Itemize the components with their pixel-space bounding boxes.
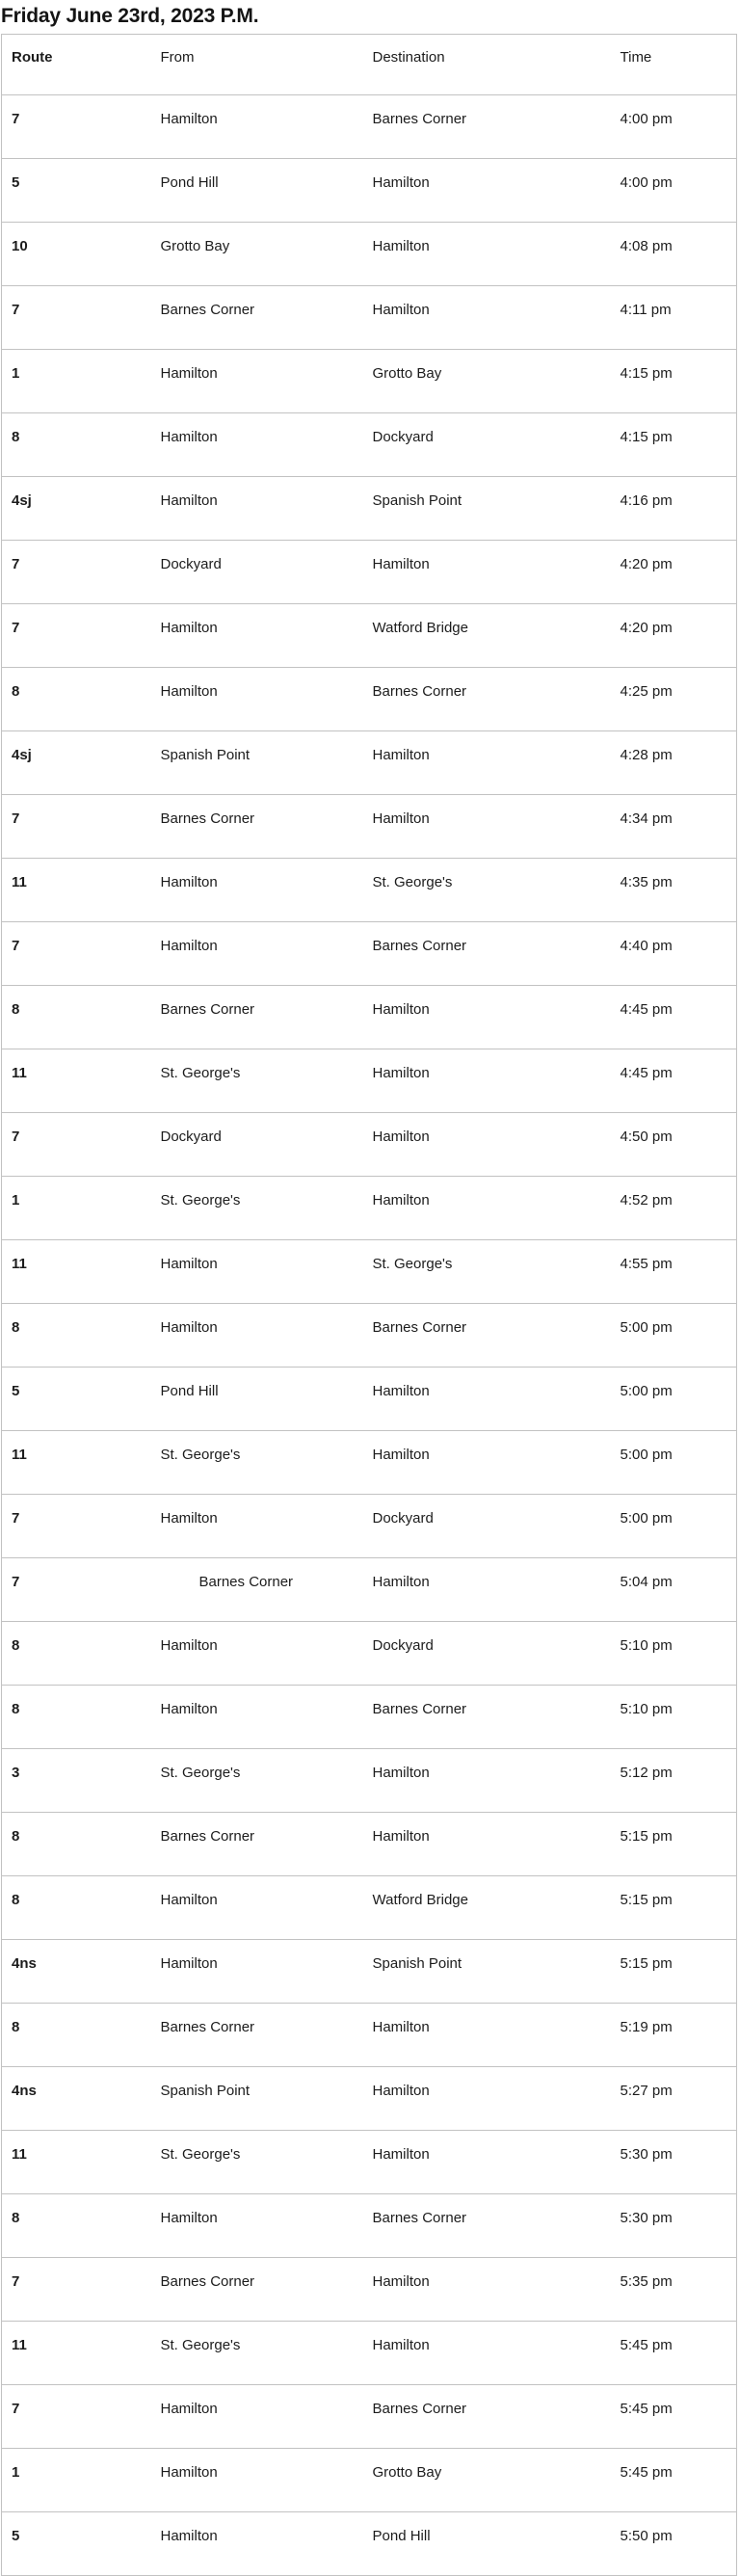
from-cell: Spanish Point xyxy=(151,2067,363,2131)
route-cell: 4sj xyxy=(2,731,151,795)
from-cell: Hamilton xyxy=(151,2385,363,2449)
time-cell: 4:08 pm xyxy=(611,223,737,286)
route-cell: 8 xyxy=(2,1876,151,1940)
destination-cell: Hamilton xyxy=(363,223,611,286)
destination-cell: Barnes Corner xyxy=(372,111,467,127)
from-cell: Barnes Corner xyxy=(151,286,363,350)
destination-cell: Spanish Point xyxy=(363,1940,611,2004)
destination-cell: Barnes Corner xyxy=(363,1686,611,1749)
route-cell: 5 xyxy=(2,2512,151,2576)
from-cell: St. George's xyxy=(151,1431,363,1495)
from-cell: St. George's xyxy=(151,1749,363,1813)
time-cell: 5:00 pm xyxy=(611,1368,737,1431)
table-row xyxy=(2,1495,737,1558)
destination-cell: Barnes Corner xyxy=(363,668,611,731)
destination-cell: Hamilton xyxy=(363,159,611,223)
route-cell: 7 xyxy=(12,111,20,127)
from-cell: Dockyard xyxy=(151,541,363,604)
destination-cell: Hamilton xyxy=(363,541,611,604)
table-row xyxy=(2,286,737,350)
time-cell: 4:35 pm xyxy=(611,859,737,922)
destination-cell: Hamilton xyxy=(363,1368,611,1431)
route-cell: 11 xyxy=(2,1049,151,1113)
route-cell: 3 xyxy=(2,1749,151,1813)
time-cell: 4:20 pm xyxy=(611,604,737,668)
from-cell: St. George's xyxy=(151,1049,363,1113)
destination-cell: Pond Hill xyxy=(363,2512,611,2576)
table-row xyxy=(2,1686,737,1749)
route-cell: 7 xyxy=(2,922,151,986)
destination-cell: Hamilton xyxy=(363,1049,611,1113)
destination-cell: Hamilton xyxy=(363,2258,611,2322)
time-cell: 4:34 pm xyxy=(611,795,737,859)
time-cell: 4:25 pm xyxy=(611,668,737,731)
destination-cell: Barnes Corner xyxy=(363,922,611,986)
table-row xyxy=(2,2385,737,2449)
route-cell: 8 xyxy=(2,1686,151,1749)
table-row xyxy=(2,2131,737,2194)
destination-cell: Grotto Bay xyxy=(363,350,611,413)
table-row xyxy=(2,1940,737,2004)
route-cell: 5 xyxy=(2,159,151,223)
table-row xyxy=(2,2194,737,2258)
route-cell: 8 xyxy=(2,1622,151,1686)
route-cell: 8 xyxy=(2,2004,151,2067)
destination-cell: Hamilton xyxy=(363,2067,611,2131)
route-cell: 7 xyxy=(2,541,151,604)
table-row xyxy=(2,1113,737,1177)
from-cell: Barnes Corner xyxy=(151,2004,363,2067)
col-header-from: From xyxy=(151,35,363,95)
table-row xyxy=(2,2512,737,2576)
from-cell: Hamilton xyxy=(151,2449,363,2512)
destination-cell: Hamilton xyxy=(363,1813,611,1876)
table-row xyxy=(2,2449,737,2512)
destination-cell: Hamilton xyxy=(363,286,611,350)
table-row xyxy=(2,1177,737,1240)
table-row xyxy=(2,413,737,477)
destination-cell: Barnes Corner xyxy=(363,2194,611,2258)
route-cell: 8 xyxy=(2,1813,151,1876)
destination-cell: Hamilton xyxy=(363,2004,611,2067)
route-cell: 7 xyxy=(2,1558,151,1622)
time-cell: 5:27 pm xyxy=(611,2067,737,2131)
route-cell: 7 xyxy=(2,2385,151,2449)
schedule-table-body xyxy=(2,95,737,2576)
time-cell: 5:45 pm xyxy=(611,2449,737,2512)
from-cell: Barnes Corner xyxy=(151,2258,363,2322)
from-cell: Hamilton xyxy=(151,604,363,668)
destination-cell: Hamilton xyxy=(363,1431,611,1495)
route-cell: 7 xyxy=(2,795,151,859)
destination-cell: Watford Bridge xyxy=(363,1876,611,1940)
table-row xyxy=(2,668,737,731)
destination-cell: Hamilton xyxy=(363,1558,611,1622)
route-cell: 11 xyxy=(2,1431,151,1495)
route-cell: 8 xyxy=(2,1304,151,1368)
route-cell: 8 xyxy=(2,668,151,731)
time-cell: 5:30 pm xyxy=(611,2131,737,2194)
route-cell: 1 xyxy=(2,2449,151,2512)
from-cell: Hamilton xyxy=(151,1940,363,2004)
from-cell: Pond Hill xyxy=(151,159,363,223)
from-cell: Hamilton xyxy=(151,413,363,477)
time-cell: 5:10 pm xyxy=(611,1622,737,1686)
time-cell: 5:19 pm xyxy=(611,2004,737,2067)
table-row xyxy=(2,1240,737,1304)
table-row xyxy=(2,859,737,922)
from-cell: St. George's xyxy=(151,2322,363,2385)
route-cell: 5 xyxy=(2,1368,151,1431)
table-row xyxy=(2,159,737,223)
from-cell: Hamilton xyxy=(151,477,363,541)
destination-cell: St. George's xyxy=(363,859,611,922)
from-cell: Hamilton xyxy=(151,859,363,922)
destination-cell: Dockyard xyxy=(363,413,611,477)
time-cell: 4:45 pm xyxy=(611,1049,737,1113)
from-cell: Spanish Point xyxy=(151,731,363,795)
header-row xyxy=(2,35,737,95)
route-cell: 11 xyxy=(2,859,151,922)
time-cell: 5:00 pm xyxy=(611,1495,737,1558)
from-cell: Hamilton xyxy=(151,1876,363,1940)
time-cell: 5:45 pm xyxy=(611,2385,737,2449)
schedule-table xyxy=(1,34,737,2576)
from-cell: Hamilton xyxy=(151,1240,363,1304)
destination-cell: Hamilton xyxy=(363,2131,611,2194)
table-row xyxy=(2,223,737,286)
route-cell: 11 xyxy=(2,2131,151,2194)
route-cell: 7 xyxy=(2,604,151,668)
table-row xyxy=(2,1813,737,1876)
col-header-route: Route xyxy=(2,35,151,95)
table-row xyxy=(2,2004,737,2067)
route-cell: 7 xyxy=(2,1113,151,1177)
destination-cell: Hamilton xyxy=(363,795,611,859)
table-row xyxy=(2,1368,737,1431)
time-cell: 5:12 pm xyxy=(611,1749,737,1813)
time-cell: 4:55 pm xyxy=(611,1240,737,1304)
from-cell: Hamilton xyxy=(151,1304,363,1368)
page-title: Friday June 23rd, 2023 P.M. xyxy=(1,5,259,27)
table-row xyxy=(2,1876,737,1940)
time-cell: 4:11 pm xyxy=(611,286,737,350)
destination-cell: Dockyard xyxy=(363,1495,611,1558)
table-row xyxy=(2,477,737,541)
time-cell: 4:16 pm xyxy=(611,477,737,541)
table-row xyxy=(2,986,737,1049)
time-cell: 5:00 pm xyxy=(611,1431,737,1495)
route-cell: 7 xyxy=(2,286,151,350)
table-row xyxy=(2,731,737,795)
route-cell: 7 xyxy=(2,2258,151,2322)
time-cell: 5:30 pm xyxy=(611,2194,737,2258)
table-row xyxy=(2,1431,737,1495)
destination-cell: Barnes Corner xyxy=(363,1304,611,1368)
route-cell: 11 xyxy=(2,1240,151,1304)
time-cell: 4:50 pm xyxy=(611,1113,737,1177)
time-cell: 4:52 pm xyxy=(611,1177,737,1240)
from-cell: Hamilton xyxy=(151,1495,363,1558)
route-cell: 7 xyxy=(2,1495,151,1558)
destination-cell: St. George's xyxy=(363,1240,611,1304)
schedule-table-header xyxy=(2,35,737,95)
from-cell: Hamilton xyxy=(160,111,218,127)
route-cell: 4ns xyxy=(2,1940,151,2004)
from-cell: Grotto Bay xyxy=(151,223,363,286)
route-cell: 8 xyxy=(2,413,151,477)
table-row xyxy=(2,1749,737,1813)
route-cell: 1 xyxy=(2,350,151,413)
destination-cell: Hamilton xyxy=(363,986,611,1049)
destination-cell: Spanish Point xyxy=(363,477,611,541)
time-cell: 5:00 pm xyxy=(611,1304,737,1368)
from-cell: Hamilton xyxy=(151,350,363,413)
from-cell: Barnes Corner xyxy=(151,1558,363,1622)
destination-cell: Dockyard xyxy=(363,1622,611,1686)
table-row xyxy=(2,922,737,986)
col-header-time: Time xyxy=(611,35,737,95)
from-cell: Barnes Corner xyxy=(151,1813,363,1876)
route-cell: 4ns xyxy=(2,2067,151,2131)
time-cell: 4:20 pm xyxy=(611,541,737,604)
route-cell: 1 xyxy=(2,1177,151,1240)
destination-cell: Hamilton xyxy=(363,2322,611,2385)
time-cell: 4:40 pm xyxy=(611,922,737,986)
table-row xyxy=(2,541,737,604)
destination-cell: Hamilton xyxy=(363,1113,611,1177)
from-cell: St. George's xyxy=(151,2131,363,2194)
from-cell: Hamilton xyxy=(151,2194,363,2258)
route-cell: 11 xyxy=(2,2322,151,2385)
from-cell: Hamilton xyxy=(151,2512,363,2576)
time-cell: 4:00 pm xyxy=(611,159,737,223)
from-cell: Barnes Corner xyxy=(151,986,363,1049)
table-row xyxy=(2,2067,737,2131)
from-cell: Hamilton xyxy=(151,668,363,731)
from-cell: Hamilton xyxy=(151,1622,363,1686)
from-cell: Barnes Corner xyxy=(151,795,363,859)
from-cell: St. George's xyxy=(151,1177,363,1240)
table-row xyxy=(2,1622,737,1686)
table-row xyxy=(2,1558,737,1622)
time-cell: 4:15 pm xyxy=(611,350,737,413)
destination-cell: Hamilton xyxy=(363,1749,611,1813)
table-row xyxy=(2,2322,737,2385)
destination-cell: Hamilton xyxy=(363,1177,611,1240)
table-row xyxy=(2,604,737,668)
destination-cell: Hamilton xyxy=(363,731,611,795)
table-row xyxy=(2,350,737,413)
time-cell: 4:15 pm xyxy=(611,413,737,477)
route-cell: 8 xyxy=(2,986,151,1049)
destination-cell: Barnes Corner xyxy=(363,2385,611,2449)
time-cell: 5:35 pm xyxy=(611,2258,737,2322)
destination-cell: Grotto Bay xyxy=(363,2449,611,2512)
from-cell: Pond Hill xyxy=(151,1368,363,1431)
time-cell: 5:15 pm xyxy=(611,1940,737,2004)
time-cell: 5:04 pm xyxy=(611,1558,737,1622)
time-cell: 5:15 pm xyxy=(611,1876,737,1940)
route-cell: 8 xyxy=(2,2194,151,2258)
destination-cell: Watford Bridge xyxy=(363,604,611,668)
table-row xyxy=(2,795,737,859)
from-cell: Hamilton xyxy=(151,1686,363,1749)
time-cell: 4:28 pm xyxy=(611,731,737,795)
time-cell: 4:45 pm xyxy=(611,986,737,1049)
time-cell: 4:00 pm xyxy=(620,111,673,127)
from-cell: Hamilton xyxy=(151,922,363,986)
table-row xyxy=(2,1049,737,1113)
time-cell: 5:45 pm xyxy=(611,2322,737,2385)
col-header-destination: Destination xyxy=(363,35,611,95)
route-cell: 4sj xyxy=(2,477,151,541)
from-cell: Dockyard xyxy=(151,1113,363,1177)
table-row xyxy=(2,1304,737,1368)
table-row xyxy=(2,95,737,159)
time-cell: 5:50 pm xyxy=(611,2512,737,2576)
time-cell: 5:15 pm xyxy=(611,1813,737,1876)
route-cell: 10 xyxy=(2,223,151,286)
time-cell: 5:10 pm xyxy=(611,1686,737,1749)
table-row xyxy=(2,2258,737,2322)
